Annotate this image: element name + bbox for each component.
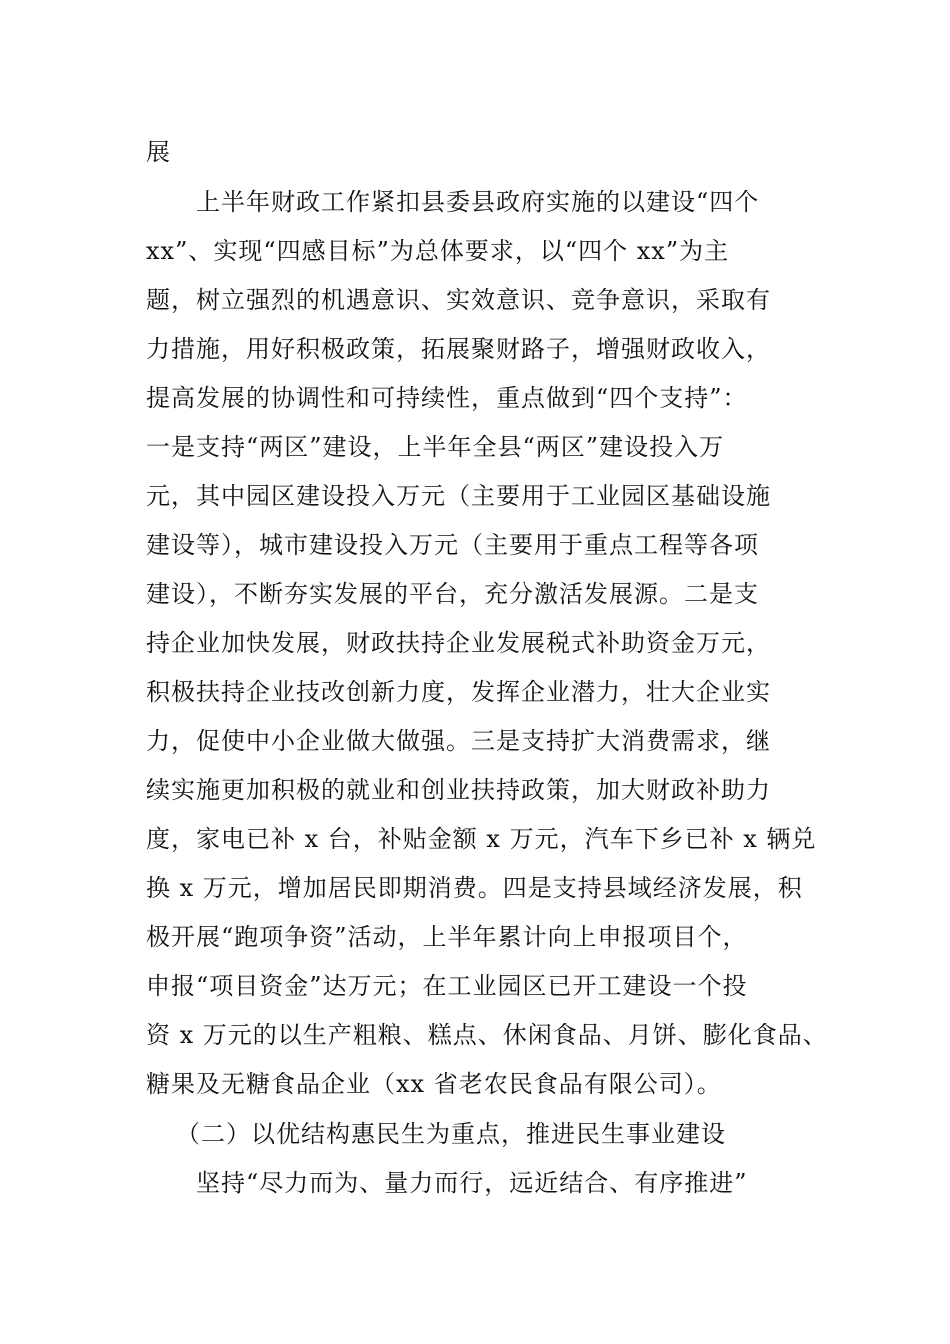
paragraph-line: 元，其中园区建设投入万元（主要用于工业园区基础设施: [146, 482, 771, 510]
paragraph-line: 极开展“跑项争资”活动，上半年累计向上申报项目个，: [146, 923, 748, 951]
paragraph-line: 上半年财政工作紧扣县委县政府实施的以建设“四个: [196, 188, 760, 216]
paragraph-line: 换 x 万元，增加居民即期消费。四是支持县域经济发展，积: [146, 874, 803, 902]
paragraph-line: 提高发展的协调性和可持续性，重点做到“四个支持”：: [146, 384, 748, 412]
paragraph-line: 续实施更加积极的就业和创业扶持政策，加大财政补助力: [146, 776, 771, 804]
paragraph-line: 力措施，用好积极政策，拓展聚财路子，增强财政收入，: [146, 335, 771, 363]
paragraph-line: 题，树立强烈的机遇意识、实效意识、竞争意识，采取有: [146, 286, 771, 314]
paragraph-line: 建设等），城市建设投入万元（主要用于重点工程等各项: [146, 531, 759, 559]
paragraph-line: 一是支持“两区”建设，上半年全县“两区”建设投入万: [146, 433, 725, 461]
paragraph-line: 力，促使中小企业做大做强。三是支持扩大消费需求，继: [146, 727, 771, 755]
paragraph-line: 资 x 万元的以生产粗粮、糕点、休闲食品、月饼、膨化食品、: [146, 1021, 828, 1049]
paragraph-line: 度，家电已补 x 台，补贴金额 x 万元，汽车下乡已补 x 辆兑: [146, 825, 817, 853]
paragraph-line: 积极扶持企业技改创新力度，发挥企业潜力，壮大企业实: [146, 678, 771, 706]
paragraph-line: 申报“项目资金”达万元；在工业园区已开工建设一个投: [146, 972, 748, 1000]
paragraph-line: 建设），不断夯实发展的平台，充分激活发展源。二是支: [146, 580, 759, 608]
paragraph-line: 展: [146, 138, 171, 166]
paragraph-line: xx”、实现“四感目标”为总体要求，以“四个 xx”为主: [146, 237, 730, 265]
paragraph-line: 糖果及无糖食品企业（xx 省老农民食品有限公司）。: [146, 1070, 722, 1098]
section-heading: （二）以优结构惠民生为重点，推进民生事业建设: [176, 1120, 726, 1148]
paragraph-line: 坚持“尽力而为、量力而行，远近结合、有序推进”: [196, 1169, 748, 1197]
paragraph-line: 持企业加快发展，财政扶持企业发展税式补助资金万元，: [146, 629, 771, 657]
